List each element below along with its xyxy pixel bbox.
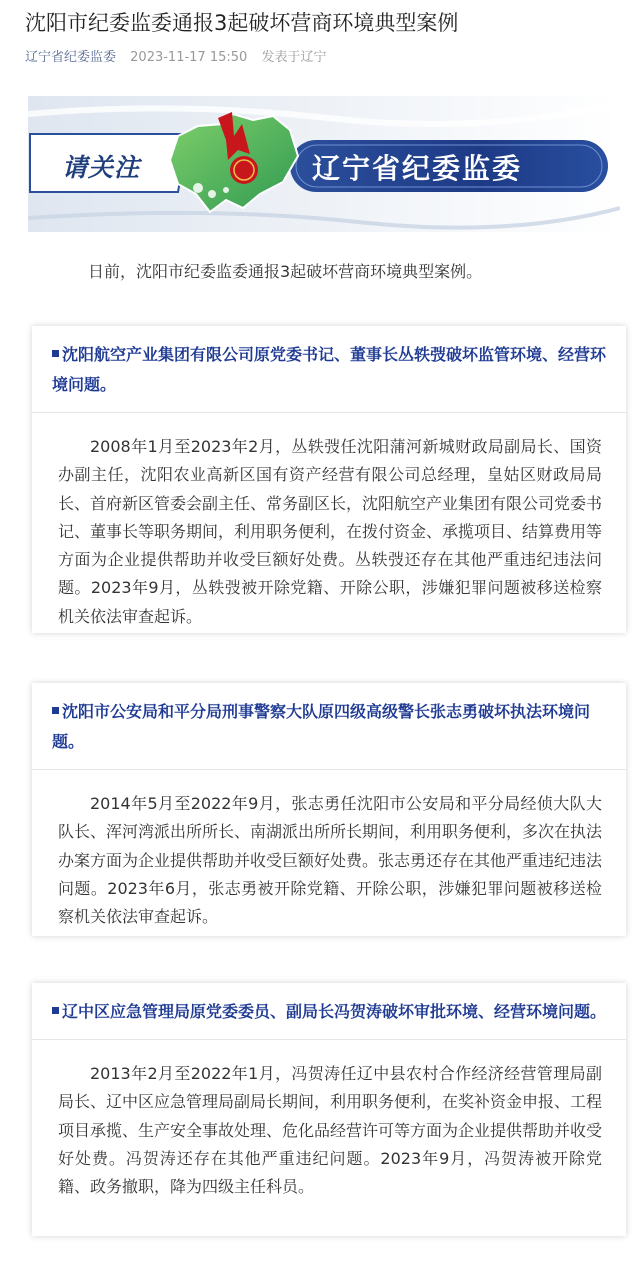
banner-follow-text: 请关注: [62, 153, 141, 182]
case-body: 2014年5月至2022年9月，张志勇任沈阳市公安局和平分局经侦大队大队长、浑河湾派出所所长、南湖派出所所长期间，利用职务便利，多次在执法办案方面为企业提供帮助并收受巨额好处费。张志勇还存在其他严重违纪违法问题。2023年6月，张志勇被开除党籍、开除公职，涉嫌犯罪问题被移送检察机关依法审查起诉。: [58, 794, 603, 927]
account-name-link[interactable]: 辽宁省纪委监委: [25, 50, 117, 65]
article-title: 沈阳市纪委监委通报3起破坏营商环境典型案例: [25, 11, 459, 35]
square-bullet-icon: [52, 350, 59, 357]
publish-location: 发表于辽宁: [261, 50, 327, 65]
case-heading-text: 沈阳市公安局和平分局刑事警察大队原四级高级警长张志勇破坏执法环境问题。: [52, 702, 591, 751]
publish-datetime: 2023-11-17 15:50: [130, 50, 248, 65]
case-heading-text: 沈阳航空产业集团有限公司原党委书记、董事长丛轶弢破坏监管环境、经营环境问题。: [52, 345, 607, 394]
case-body: 2013年2月至2022年1月，冯贺涛任辽中县农村合作经济经营管理局副局长、辽中区应急管理局副局长期间，利用职务便利，在奖补资金申报、工程项目承揽、生产安全事故处理、危化品经营许可等方面为企业提供帮助并收受好处费。冯贺涛还存在其他严重违纪问题。2023年9月，冯贺涛被开除党籍、政务撤职，降为四级主任科员。: [58, 1064, 603, 1197]
case-heading: [32, 683, 626, 770]
article-meta: [25, 48, 336, 68]
intro-paragraph: 日前，沈阳市纪委监委通报3起破坏营商环境典型案例。: [88, 262, 483, 281]
case-body: 2008年1月至2023年2月，丛轶弢任沈阳蒲河新城财政局副局长、国资办副主任，沈阳农业高新区国有资产经营有限公司总经理，皇姑区财政局局长、首府新区管委会副主任、常务副区长，沈阳航空产业集团有限公司党委书记、董事长等职务期间，利用职务便利，在拨付资金、承揽项目、结算费用等方面为企业提供帮助并收受巨额好处费。丛轶弢还存在其他严重违纪违法问题。2023年9月，丛轶弢被开除党籍、开除公职，涉嫌犯罪问题被移送检察机关依法审查起诉。: [58, 437, 603, 626]
case-heading: [32, 326, 626, 413]
case-heading: [32, 983, 626, 1040]
case-card-2: [32, 683, 626, 936]
case-card-1: [32, 326, 626, 633]
case-heading-text: 辽中区应急管理局原党委委员、副局长冯贺涛破坏审批环境、经营环境问题。: [62, 1002, 607, 1021]
case-card-3: [32, 983, 626, 1236]
square-bullet-icon: [52, 1007, 59, 1014]
square-bullet-icon: [52, 707, 59, 714]
banner-account-text: 辽宁省纪委监委: [312, 152, 523, 185]
